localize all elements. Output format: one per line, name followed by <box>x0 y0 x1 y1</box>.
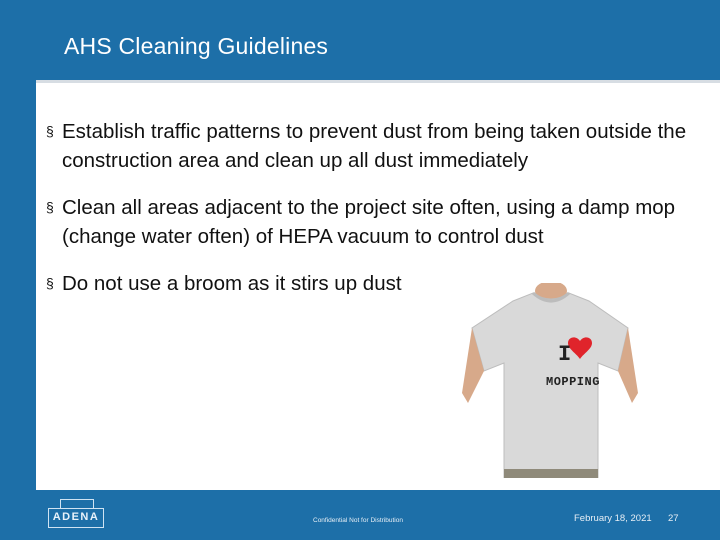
logo-roof <box>60 499 94 508</box>
footer-date: February 18, 2021 <box>574 513 652 524</box>
bullet-text: Establish traffic patterns to prevent dust from being taken outside the construction area and clean up all dust immediately <box>62 120 687 172</box>
slide-title: AHS Cleaning Guidelines <box>64 33 329 59</box>
bullet-item <box>46 193 706 251</box>
bullet-marker: § <box>46 123 54 139</box>
page-number: 27 <box>668 513 679 524</box>
left-accent-strip <box>0 80 36 490</box>
tshirt-image <box>458 283 643 478</box>
bullet-marker: § <box>46 199 54 215</box>
confidential-notice: Confidential Not for Distribution <box>313 517 403 524</box>
footer <box>0 490 720 540</box>
bullet-item <box>46 117 706 175</box>
shirt-text-i: I <box>558 342 572 367</box>
pants <box>504 469 598 478</box>
logo-text: ADENA <box>48 508 104 528</box>
slide-content <box>36 80 720 490</box>
adena-logo <box>48 498 106 532</box>
bullet-text: Do not use a broom as it stirs up dust <box>62 272 402 295</box>
shirt-text-mopping: MOPPING <box>546 375 600 389</box>
bullet-text: Clean all areas adjacent to the project site often, using a damp mop (change water often) of HEPA vacuum to control dust <box>62 196 676 248</box>
bullet-item <box>46 269 442 298</box>
bullet-marker: § <box>46 275 54 291</box>
title-bar <box>0 0 720 80</box>
